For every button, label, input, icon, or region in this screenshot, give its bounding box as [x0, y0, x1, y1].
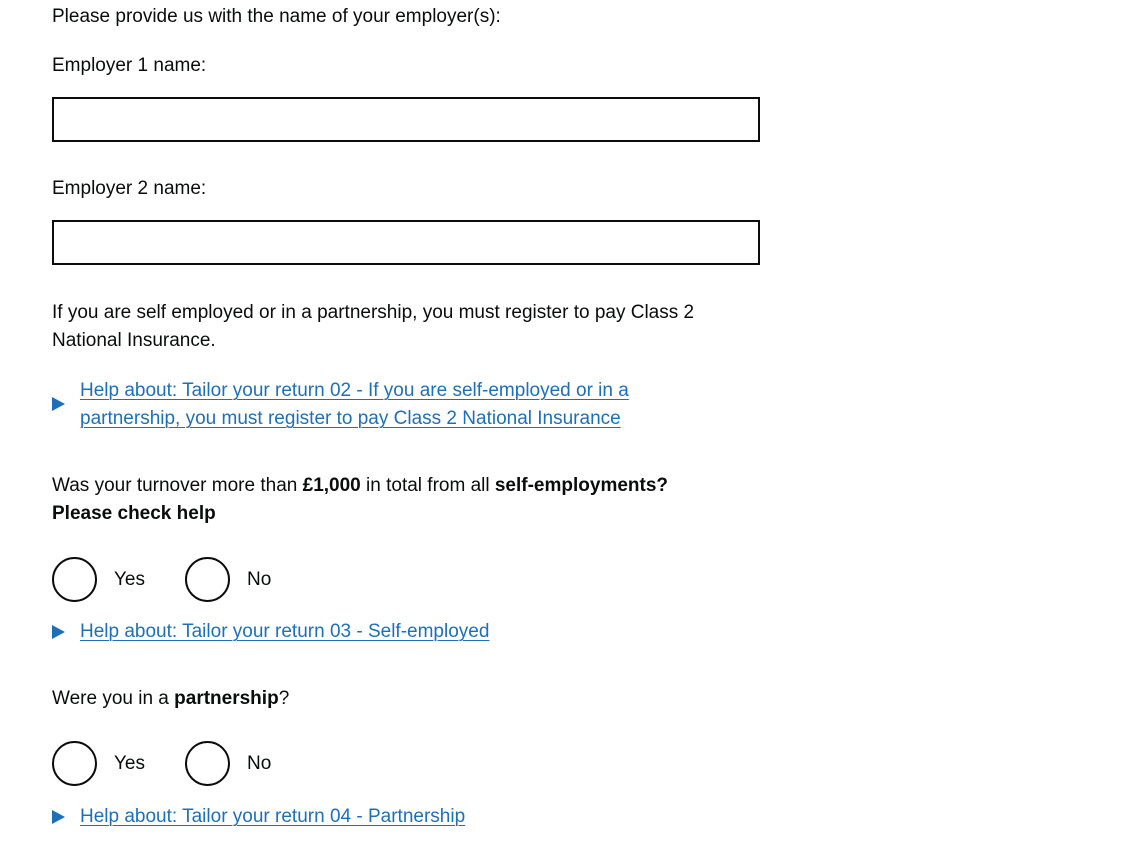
partnership-no-radio-circle[interactable]	[185, 741, 230, 786]
partnership-bold-term: partnership	[174, 688, 279, 709]
help-details-03[interactable]	[52, 618, 489, 646]
expand-triangle-icon	[52, 625, 65, 639]
turnover-question-part2: in total from all	[360, 475, 495, 496]
turnover-question	[52, 472, 752, 528]
employers-intro: Please provide us with the name of your employer(s):	[52, 6, 501, 27]
self-employed-note: If you are self employed or in a partnership, you must register to pay Class 2 National Insurance.	[52, 302, 695, 351]
partnership-question	[52, 685, 289, 713]
employer-2-input[interactable]	[52, 220, 760, 265]
turnover-yes-radio-circle[interactable]	[52, 557, 97, 602]
partnership-yes-radio[interactable]	[52, 741, 145, 786]
turnover-yes-label[interactable]: Yes	[114, 568, 145, 590]
help-details-04[interactable]	[52, 803, 465, 831]
employer-1-input[interactable]	[52, 97, 760, 142]
turnover-bold-term: self-employments?	[494, 475, 669, 496]
check-help-text: Please check help	[52, 503, 216, 524]
expand-triangle-icon	[52, 810, 65, 824]
turnover-question-part1: Was your turnover more than	[52, 475, 303, 496]
help-link-04[interactable]: Help about: Tailor your return 04 - Partnership	[80, 806, 466, 827]
partnership-no-label[interactable]: No	[247, 752, 272, 774]
turnover-no-radio[interactable]	[185, 557, 271, 602]
turnover-yes-radio[interactable]	[52, 557, 145, 602]
employer-2-label: Employer 2 name:	[52, 178, 207, 199]
partnership-yes-radio-circle[interactable]	[52, 741, 97, 786]
turnover-amount: £1,000	[302, 475, 361, 496]
partnership-question-part2: ?	[278, 688, 290, 709]
help-details-02[interactable]	[52, 377, 680, 433]
help-link-03[interactable]: Help about: Tailor your return 03 - Self-employed	[80, 621, 490, 642]
turnover-no-label[interactable]: No	[247, 568, 272, 590]
partnership-yes-label[interactable]: Yes	[114, 752, 145, 774]
help-link-02[interactable]: Help about: Tailor your return 02 - If you are self-employed or in a partnership, you must register to pay Class 2 National Insurance	[80, 380, 629, 429]
employer-1-label: Employer 1 name:	[52, 55, 207, 76]
expand-triangle-icon	[52, 397, 65, 411]
partnership-no-radio[interactable]	[185, 741, 271, 786]
turnover-no-radio-circle[interactable]	[185, 557, 230, 602]
partnership-question-part1: Were you in a	[52, 688, 175, 709]
